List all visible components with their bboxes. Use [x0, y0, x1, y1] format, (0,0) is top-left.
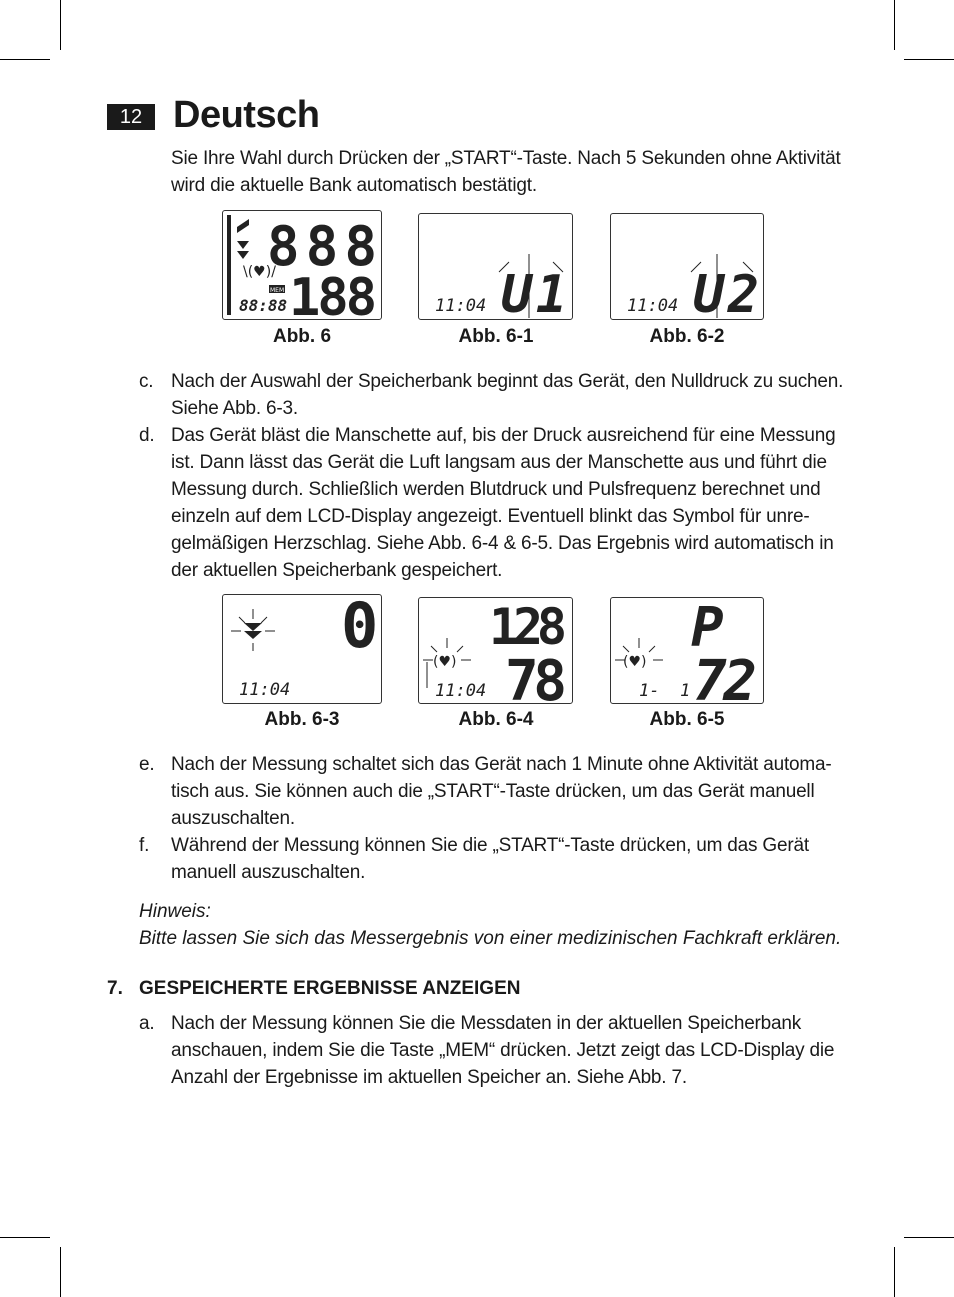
- figure-caption: Abb. 6-5: [649, 709, 725, 730]
- list-item-line: Anzahl der Ergebnisse im aktuellen Speicher an. Siehe Abb. 7.: [171, 1067, 687, 1088]
- section-title: GESPEICHERTE ERGEBNISSE ANZEIGEN: [139, 978, 521, 999]
- figure-caption: Abb. 6-3: [264, 709, 340, 730]
- lcd-figure: [222, 594, 382, 704]
- lcd-top-value: 128: [489, 598, 567, 656]
- list-item-line: manuell auszuschalten.: [171, 862, 366, 883]
- lcd-display-graphic: [419, 598, 572, 703]
- list-item-line: Nach der Messung können Sie die Messdaten in der aktuellen Speicherbank: [171, 1013, 802, 1034]
- crop-mark: [0, 59, 50, 60]
- list-item-line: der aktuellen Speicherbank gespeichert.: [171, 560, 503, 581]
- lcd-digits-bottom: 188: [289, 268, 377, 319]
- lcd-bottom-value: 72: [693, 649, 757, 703]
- list-item-line: auszuschalten.: [171, 808, 295, 829]
- list-item-line: gelmäßigen Herzschlag. Siehe Abb. 6-4 & 6-5. Das Ergebnis wird automatisch in: [171, 533, 834, 554]
- crop-mark: [0, 1237, 50, 1238]
- note-text: Bitte lassen Sie sich das Messergebnis von einer medizinischen Fachkraft erklären.: [139, 928, 842, 949]
- page-number: 12: [107, 104, 155, 130]
- list-item-line: Das Gerät bläst die Manschette auf, bis der Druck ausreichend für eine Messung: [171, 425, 836, 446]
- svg-text:\(♥)/: \(♥)/: [243, 264, 276, 280]
- lcd-bottom-value: 78: [505, 649, 567, 703]
- lcd-top-value: P: [691, 598, 724, 659]
- lcd-time: 1- 1: [639, 681, 691, 701]
- list-item-line: einzeln auf dem LCD-Display angezeigt. Eventuell blinkt das Symbol für unre-: [171, 506, 810, 527]
- intro-line: wird die aktuelle Bank automatisch bestätigt.: [171, 175, 537, 196]
- crop-mark: [894, 0, 895, 50]
- figure-caption: Abb. 6: [272, 326, 332, 347]
- crop-mark: [904, 59, 954, 60]
- list-item-label: f.: [139, 835, 150, 856]
- lcd-time: 11:04: [627, 296, 679, 316]
- list-item-line: anschauen, indem Sie die Taste „MEM“ drücken. Jetzt zeigt das LCD-Display die: [171, 1040, 835, 1061]
- list-item-label: d.: [139, 425, 155, 446]
- lcd-figure: [610, 597, 764, 704]
- figure-caption: Abb. 6-2: [649, 326, 725, 347]
- svg-text:(♥): (♥): [623, 654, 647, 670]
- list-item-label: c.: [139, 371, 154, 392]
- lcd-figure: [418, 597, 573, 704]
- list-item-label: a.: [139, 1013, 155, 1034]
- lcd-figure: [222, 210, 382, 320]
- figure-caption: Abb. 6-4: [458, 709, 534, 730]
- lcd-display-graphic: [223, 595, 381, 703]
- crop-mark: [904, 1237, 954, 1238]
- lcd-display-graphic: [419, 214, 572, 319]
- list-item-line: Messung durch. Schließlich werden Blutdruck und Pulsfrequenz berechnet und: [171, 479, 821, 500]
- mem-label: MEM: [270, 287, 285, 294]
- list-item-line: Während der Messung können Sie die „START“-Taste drücken, um das Gerät: [171, 835, 809, 856]
- list-item-line: tisch aus. Sie können auch die „START“-Taste drücken, um das Gerät manuell: [171, 781, 815, 802]
- lcd-display-graphic: [223, 211, 381, 319]
- lcd-display-graphic: [611, 598, 763, 703]
- list-item-label: e.: [139, 754, 155, 775]
- list-item-line: ist. Dann lässt das Gerät die Luft langsam aus der Manschette aus und führt die: [171, 452, 827, 473]
- figure-caption: Abb. 6-1: [458, 326, 534, 347]
- lcd-time: 11:04: [239, 680, 291, 700]
- crop-mark: [60, 0, 61, 50]
- lcd-time: 11:04: [435, 296, 487, 316]
- lcd-display-graphic: [611, 214, 763, 319]
- section-number: 7.: [107, 978, 123, 999]
- note-heading: Hinweis:: [139, 901, 211, 922]
- lcd-digits-top: 888: [267, 215, 377, 278]
- lcd-figure: [418, 213, 573, 320]
- lcd-time: 88:88: [239, 296, 288, 315]
- lcd-figure: [610, 213, 764, 320]
- list-item-line: Siehe Abb. 6-3.: [171, 398, 298, 419]
- list-item-line: Nach der Auswahl der Speicherbank beginnt das Gerät, den Nulldruck zu suchen.: [171, 371, 844, 392]
- list-item-line: Nach der Messung schaltet sich das Gerät nach 1 Minute ohne Aktivität automa-: [171, 754, 832, 775]
- lcd-value: U1: [501, 265, 567, 319]
- crop-mark: [60, 1247, 61, 1297]
- crop-mark: [894, 1247, 895, 1297]
- lcd-value: 0: [341, 595, 379, 662]
- lcd-time: 11:04: [435, 681, 487, 701]
- intro-line: Sie Ihre Wahl durch Drücken der „START“-Taste. Nach 5 Sekunden ohne Aktivität: [171, 148, 841, 169]
- page-title: Deutsch: [173, 94, 320, 136]
- lcd-value: U2: [693, 265, 759, 319]
- svg-text:(♥): (♥): [433, 654, 457, 670]
